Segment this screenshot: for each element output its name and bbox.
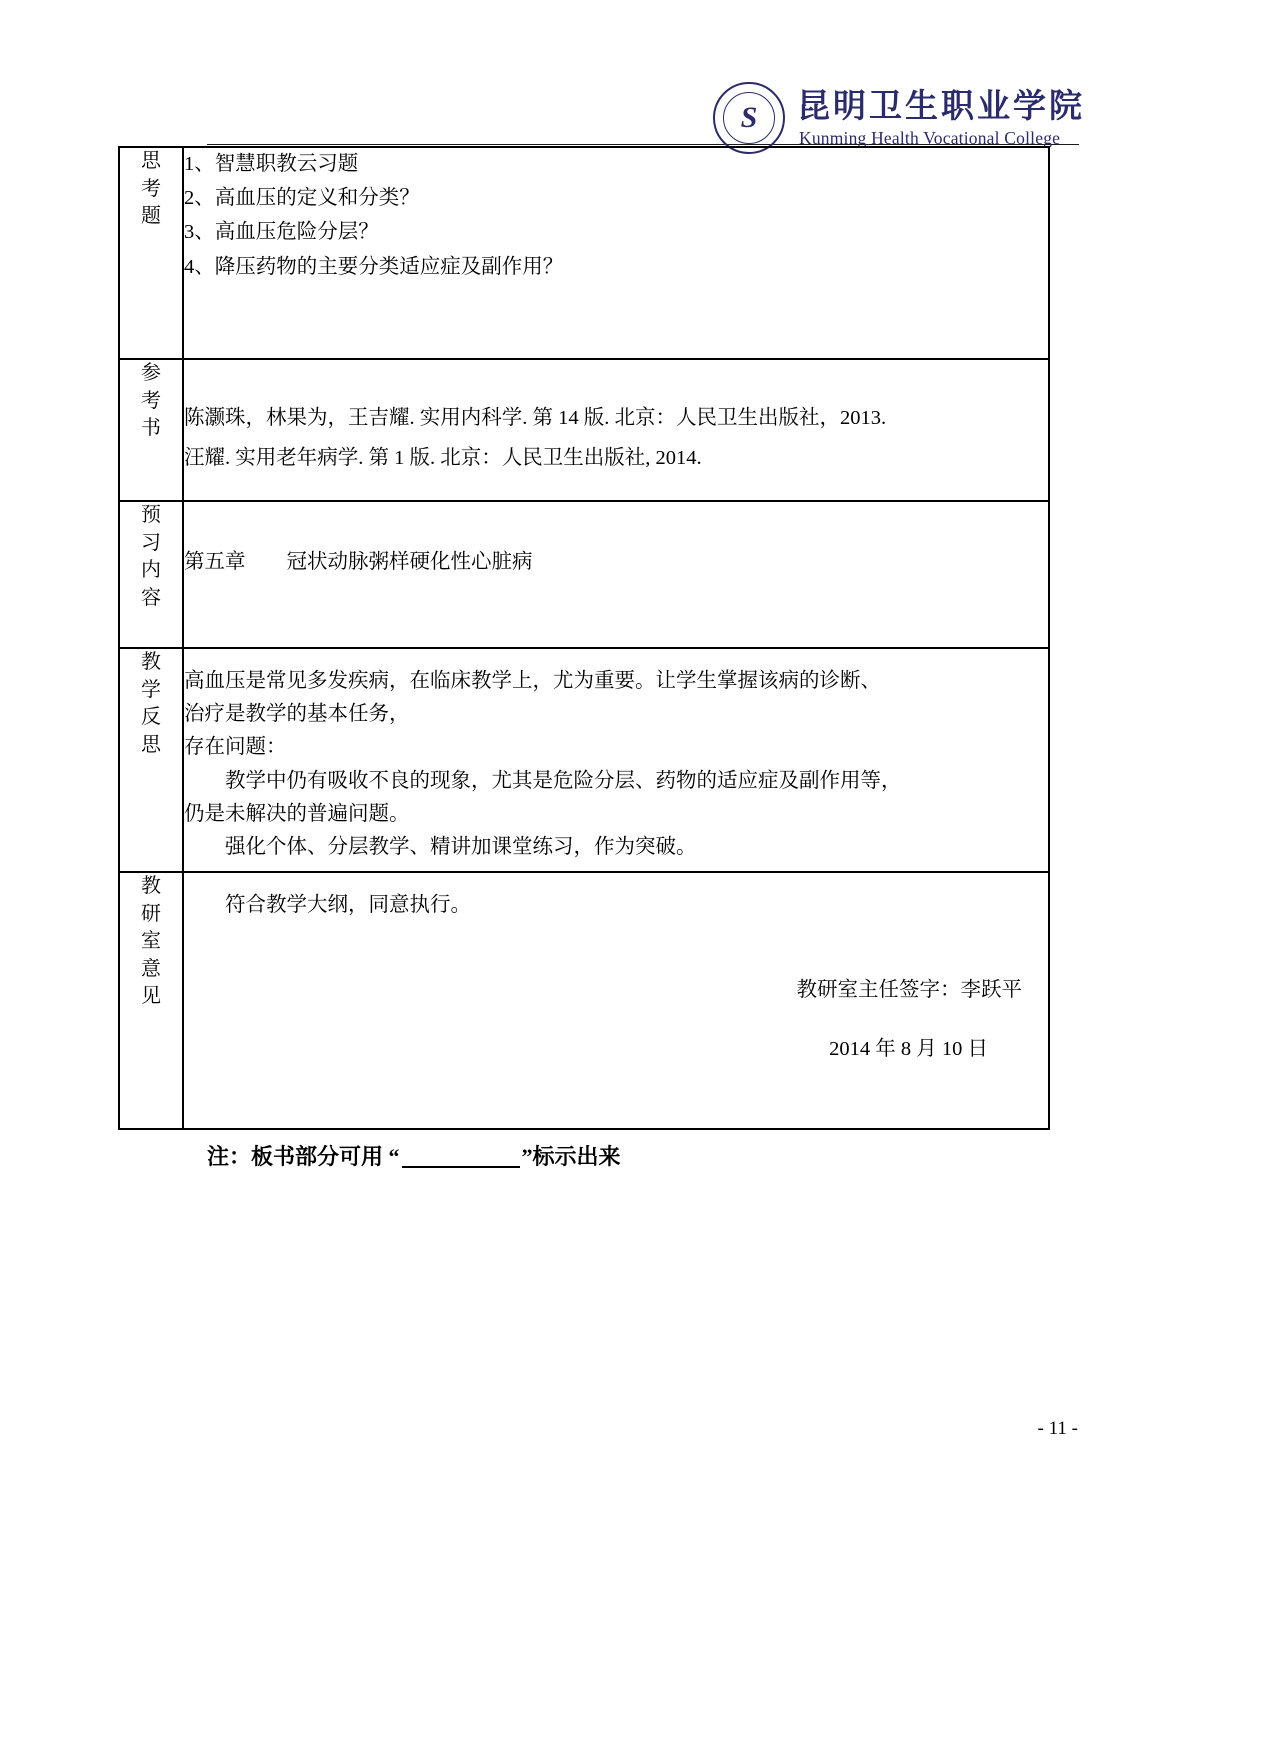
footer-note bbox=[207, 1140, 621, 1171]
table-row bbox=[119, 648, 1049, 872]
label-char: 参 考 书 bbox=[141, 362, 161, 440]
list-item: 3、高血压危险分层？ bbox=[184, 221, 379, 244]
page-header bbox=[0, 40, 1268, 148]
date-line: 2014 年 8 月 10 日 bbox=[829, 1038, 988, 1061]
row-content-questions bbox=[183, 147, 1049, 359]
label-char: 教 学 反 思 bbox=[141, 651, 161, 756]
list-item: 1、智慧职教云习题 bbox=[184, 153, 359, 175]
page-number: - 11 - bbox=[1037, 1418, 1078, 1439]
row-label-opinion bbox=[119, 872, 183, 1129]
list-item: 汪耀. 实用老年病学. 第 1 版. 北京：人民卫生出版社, 2014. bbox=[184, 447, 702, 470]
college-name-en: Kunming Health Vocational College bbox=[799, 128, 1061, 148]
note-suffix: ”标示出来 bbox=[521, 1144, 621, 1169]
list-item: 2、高血压的定义和分类？ bbox=[184, 187, 420, 210]
paragraph: 存在问题： bbox=[184, 736, 287, 759]
row-label-preview bbox=[119, 501, 183, 648]
label-char: 教 研 室 意 见 bbox=[141, 875, 161, 1008]
paragraph: 治疗是教学的基本任务， bbox=[184, 703, 410, 726]
list-item: 陈灏珠，林果为，王吉耀. 实用内科学. 第 14 版. 北京：人民卫生出版社，2013. bbox=[184, 407, 887, 429]
question-list bbox=[184, 148, 1048, 284]
row-content-opinion bbox=[183, 872, 1049, 1129]
table-row bbox=[119, 147, 1049, 359]
note-blank-underline bbox=[402, 1166, 520, 1168]
opinion-text: 符合教学大纲，同意执行。 bbox=[225, 894, 471, 916]
paragraph: 教学中仍有吸收不良的现象，尤其是危险分层、药物的适应症及副作用等， bbox=[225, 769, 902, 792]
row-content-reflection bbox=[183, 648, 1049, 872]
paragraph: 仍是未解决的普遍问题。 bbox=[184, 802, 410, 825]
seal-icon bbox=[713, 82, 785, 154]
table-row bbox=[119, 872, 1049, 1129]
signature-line: 教研室主任签字：李跃平 bbox=[796, 979, 1022, 1002]
table-row bbox=[119, 359, 1049, 501]
row-label-references bbox=[119, 359, 183, 501]
reference-list bbox=[184, 402, 1048, 475]
row-content-references bbox=[183, 359, 1049, 501]
label-char: 思 考 题 bbox=[141, 150, 161, 228]
paragraph: 高血压是常见多发疾病，在临床教学上，尤为重要。让学生掌握该病的诊断、 bbox=[184, 670, 881, 692]
row-label-reflection bbox=[119, 648, 183, 872]
paragraph: 强化个体、分层教学、精讲加课堂练习，作为突破。 bbox=[225, 836, 697, 859]
table-row bbox=[119, 501, 1049, 648]
label-char: 预 习 内 容 bbox=[141, 504, 161, 609]
list-item: 4、降压药物的主要分类适应症及副作用？ bbox=[184, 255, 564, 278]
seal-inner-letter: S bbox=[723, 92, 775, 144]
note-prefix: 注：板书部分可用 “ bbox=[207, 1144, 400, 1169]
row-label-questions bbox=[119, 147, 183, 359]
reflection-text bbox=[184, 665, 1048, 864]
row-content-preview bbox=[183, 501, 1049, 648]
lesson-plan-table bbox=[118, 146, 1050, 1130]
preview-chapter-text: 第五章 冠状动脉粥样硬化性心脏病 bbox=[184, 551, 533, 573]
college-name-cn: 昆明卫生职业学院 bbox=[797, 89, 1085, 125]
